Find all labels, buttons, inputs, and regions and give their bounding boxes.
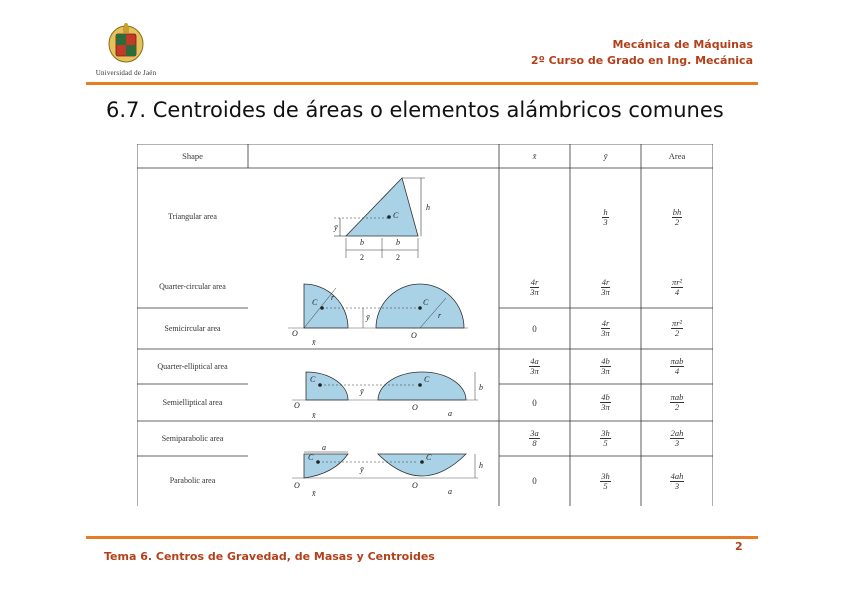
circle-ybar-label: ȳ [366, 313, 370, 322]
course-title: Mecánica de Máquinas [612, 38, 753, 51]
course-header [531, 37, 753, 69]
quarter-circle-xbar-label: x̄ [312, 338, 316, 347]
triangle-two-label-2: 2 [396, 253, 400, 262]
triangle-figure [333, 178, 430, 262]
triangle-b-label-1: b [360, 238, 364, 247]
row-semicircular-xbar: 0 [532, 323, 537, 334]
row-quarter-circular-xbar: $\frac{4r}{3\pi}$ [530, 276, 539, 297]
semiparabola-xbar-label: x̄ [312, 489, 316, 498]
row-semicircular-ybar: $\frac{4r}{3\pi}$ [601, 318, 610, 338]
shape-figures [248, 168, 498, 506]
row-quarter-elliptical-area: $\frac{\text{πab}}{4}$ [670, 356, 684, 376]
header-ybar: ȳ [603, 151, 608, 161]
row-quarter-circular-shape: Quarter-circular area [159, 282, 226, 291]
row-semielliptical-xbar: 0 [532, 397, 537, 408]
triangle-ybar-label: ȳ [334, 223, 338, 232]
row-semielliptical-shape: Semielliptical area [162, 397, 223, 407]
ellipse-ybar-label: ȳ [360, 387, 364, 396]
header-area: Area [668, 151, 686, 161]
triangle-h-label: h [426, 203, 430, 212]
row-semicircular-shape: Semicircular area [164, 323, 221, 333]
quarter-circle-centroid-label: C [312, 298, 318, 307]
row-semielliptical-ybar: $\frac{4b}{3\pi}$ [601, 392, 610, 412]
page-number: 2 [735, 540, 743, 553]
ellipse-figures [292, 372, 483, 420]
quarter-circle-r-label: r [331, 293, 335, 302]
semiparabola-centroid-label: C [308, 453, 314, 462]
footer-text: Tema 6. Centros de Gravedad, de Masas y Centroides [104, 550, 435, 563]
semicircle-centroid-label: C [423, 298, 429, 307]
row-quarter-elliptical-ybar: $\frac{4b}{3\pi}$ [601, 356, 610, 376]
triangle-two-label-1: 2 [360, 253, 364, 262]
semiellipse-a-label: a [448, 409, 452, 418]
circle-figures [288, 284, 468, 347]
semiparabola-a-label: a [322, 443, 326, 452]
row-quarter-elliptical-xbar: $\frac{4a}{3\pi}$ [530, 356, 539, 376]
row-semicircular-area: $\frac{\text{πr²}}{2}$ [671, 318, 683, 338]
row-triangular-xbar [499, 168, 570, 266]
row-quarter-elliptical-shape: Quarter-elliptical area [157, 361, 228, 371]
row-parabolic-area: $\frac{4ah}{3}$ [670, 470, 684, 491]
triangle-b-label-2: b [396, 238, 400, 247]
row-triangular-area: $\frac{bh}{2}$ [672, 206, 682, 227]
row-parabolic-xbar: 0 [532, 476, 537, 486]
row-triangular-shape: Triangular area [168, 212, 217, 221]
triangle-centroid-label: C [393, 211, 399, 220]
semiparabola-origin-label: O [294, 481, 300, 490]
course-subtitle: 2º Curso de Grado en Ing. Mecánica [530, 54, 753, 67]
quarter-circle-origin-label: O [292, 329, 298, 338]
parabola-figures [292, 443, 483, 498]
semicircle-origin-label: O [411, 331, 417, 340]
semiellipse-origin-label: O [412, 403, 418, 412]
quarter-ellipse-xbar-label: x̄ [312, 411, 316, 420]
semicircle-r-label: r [438, 311, 442, 320]
header-shape: Shape [182, 151, 203, 161]
ellipse-b-label: b [479, 383, 483, 392]
semiellipse-centroid-label: C [424, 375, 430, 384]
row-semiparabolic-ybar: $\frac{3h}{5}$ [601, 428, 610, 448]
parabola-origin-label: O [412, 481, 418, 490]
row-quarter-circular-area: $\frac{\text{πr²}}{4}$ [671, 276, 683, 297]
row-parabolic-ybar: $\frac{3h}{5}$ [601, 470, 610, 491]
row-semielliptical-area: $\frac{\text{πab}}{2}$ [670, 392, 684, 412]
page-title: 6.7. Centroides de áreas o elementos alámbricos comunes [106, 98, 724, 122]
logo-caption: Universidad de Jaén [95, 69, 157, 77]
row-semiparabolic-area: $\frac{2ah}{3}$ [670, 428, 684, 448]
quarter-ellipse-origin-label: O [294, 401, 300, 410]
row-semiparabolic-xbar: $\frac{3a}{8}$ [530, 428, 539, 448]
header-xbar: x̄ [532, 151, 537, 161]
parabola-h-label: h [479, 461, 483, 470]
header-divider [86, 82, 758, 85]
parabola-a-label: a [448, 487, 452, 496]
parabola-centroid-label: C [426, 453, 432, 462]
quarter-ellipse-centroid-label: C [310, 375, 316, 384]
row-triangular-ybar: $\frac{h}{3}$ [603, 206, 608, 227]
row-quarter-circular-ybar: $\frac{4r}{3\pi}$ [601, 276, 610, 297]
footer-divider [86, 536, 758, 539]
parabola-ybar-label: ȳ [360, 465, 364, 474]
centroid-table [137, 144, 713, 506]
row-semiparabolic-shape: Semiparabolic area [161, 433, 224, 443]
row-parabolic-shape: Parabolic area [169, 476, 216, 485]
